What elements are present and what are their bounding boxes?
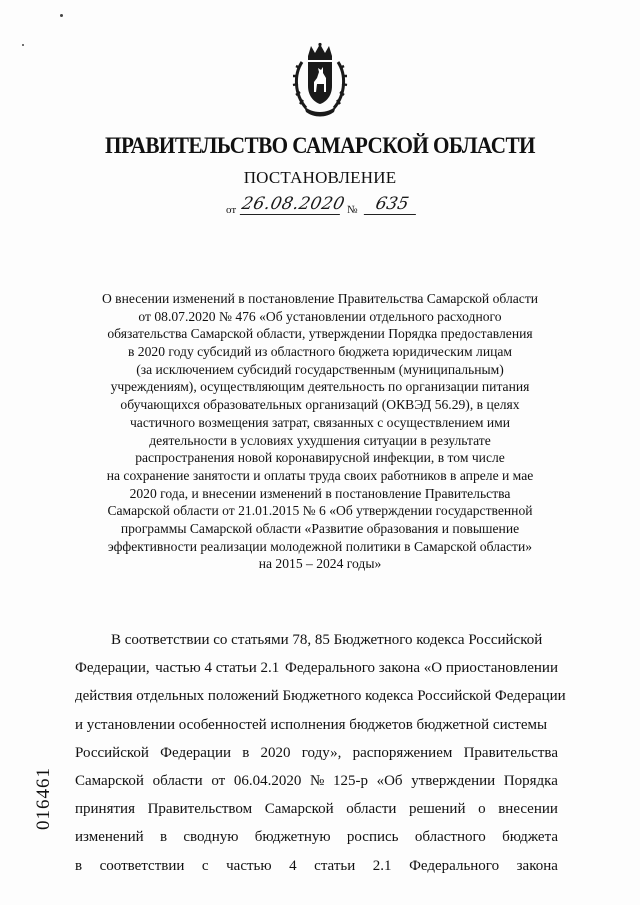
body-word: № — [310, 772, 325, 789]
subject-line: деятельности в условиях ухудшения ситуации в результате — [149, 432, 491, 448]
date-number-line — [226, 192, 446, 220]
body-word: области — [346, 801, 397, 818]
body-word: В соответствии со статьями 78, 85 Бюджетного кодекса Российской — [111, 632, 543, 648]
body-word: статьи — [314, 857, 356, 874]
document-subject — [60, 290, 580, 573]
body-word: Федерации — [160, 744, 231, 761]
document-type: ПОСТАНОВЛЕНИЕ — [243, 168, 397, 187]
body-line — [75, 739, 558, 767]
subject-line: в 2020 году субсидий из областного бюджета юридическим лицам — [127, 344, 513, 360]
registration-number: 016461 — [33, 767, 54, 830]
body-line — [75, 823, 558, 851]
samara-coat-of-arms-icon — [292, 42, 348, 118]
body-word: 2020 — [260, 744, 291, 761]
subject-line: на 2015 – 2024 годы» — [258, 556, 382, 572]
body-word: утверждении — [411, 772, 496, 789]
body-word: частью 4 статьи 2.1 — [155, 660, 280, 677]
body-word: с — [201, 857, 209, 874]
body-word: и установлении особенностей исполнения бюджетов бюджетной системы — [75, 716, 548, 733]
body-word: бюджета — [502, 829, 558, 846]
number-prefix: № — [347, 204, 358, 216]
body-word: Порядка — [503, 772, 558, 789]
body-word: закона — [516, 857, 558, 874]
body-word: в — [159, 829, 168, 846]
body-word: «Об — [376, 772, 403, 789]
body-line — [75, 682, 566, 710]
body-word: решений — [409, 801, 466, 818]
document-body — [75, 626, 566, 880]
subject-line: обучающихся образовательных организаций (ОКВЭД 56.29), в целях — [120, 397, 520, 413]
body-word: Самарской — [264, 801, 334, 818]
body-word: распоряжением — [352, 744, 453, 761]
body-word: году», — [301, 744, 342, 761]
subject-line: эффективности реализации молодежной политики в Самарской области» — [107, 538, 533, 554]
body-word: Правительством — [147, 801, 253, 818]
body-word: Самарской — [75, 772, 144, 789]
body-word: 125-р — [332, 772, 368, 789]
body-word: областного — [414, 829, 486, 846]
body-line — [75, 767, 558, 795]
subject-line: программы Самарской области «Развитие образования и повышение — [120, 520, 520, 536]
scan-speck — [22, 44, 24, 46]
body-word: области — [152, 772, 203, 789]
subject-line: учреждениям), осуществляющим деятельность по организации питания — [110, 379, 530, 395]
body-word: Федерации, — [75, 660, 150, 677]
body-word: Федерального — [409, 857, 500, 874]
subject-line: О внесении изменений в постановление Правительства Самарской области — [101, 291, 539, 306]
body-word: 4 — [289, 857, 297, 874]
subject-line: (за исключением субсидий государственным (муниципальным) — [136, 361, 504, 377]
body-line — [75, 626, 558, 654]
body-word: соответствии — [99, 857, 185, 874]
body-word: изменений — [75, 829, 144, 846]
body-word: бюджетную — [254, 829, 331, 846]
handwritten-number: 635 — [364, 194, 420, 215]
subject-line: Самарской области от 21.01.2015 № 6 «Об утверждении государственной — [107, 503, 533, 519]
date-prefix: от — [226, 204, 237, 216]
body-word: роспись — [346, 829, 399, 846]
body-line — [75, 711, 558, 739]
subject-line: обязательства Самарской области, утверждении Порядка предоставления — [107, 326, 533, 342]
body-word: Федерального закона «О приостановлении — [284, 660, 558, 677]
body-line — [75, 852, 558, 880]
government-title: ПРАВИТЕЛЬСТВО САМАРСКОЙ ОБЛАСТИ — [105, 133, 535, 158]
handwritten-date: 26.08.2020 — [239, 194, 347, 214]
subject-line: от 08.07.2020 № 476 «Об установлении отдельного расходного — [138, 308, 502, 324]
body-word: внесении — [498, 801, 558, 818]
subject-line: частичного возмещения затрат, связанных с осуществлением ими — [129, 414, 511, 430]
body-line — [75, 654, 558, 682]
body-word: действия отдельных положений Бюджетного кодекса Российской Федерации — [75, 688, 566, 705]
body-word: 06.04.2020 — [233, 772, 302, 789]
body-word: Российской — [75, 744, 149, 761]
body-word: 2.1 — [372, 857, 392, 874]
body-word: в — [75, 857, 83, 874]
body-word: от — [211, 772, 226, 789]
subject-line: на сохранение занятости и оплаты труда своих работников в апреле и мае — [106, 467, 534, 483]
scan-speck — [60, 14, 63, 17]
body-word: частью — [226, 857, 272, 874]
subject-line: распространения новой коронавирусной инфекции, в том числе — [135, 450, 505, 466]
subject-line: 2020 года, и внесении изменений в постановление Правительства — [129, 485, 511, 501]
body-word: сводную — [183, 829, 239, 846]
body-word: принятия — [75, 801, 135, 818]
body-word: в — [242, 744, 250, 761]
body-word: Правительства — [463, 744, 558, 761]
body-word: о — [478, 801, 486, 818]
body-line — [75, 795, 558, 823]
